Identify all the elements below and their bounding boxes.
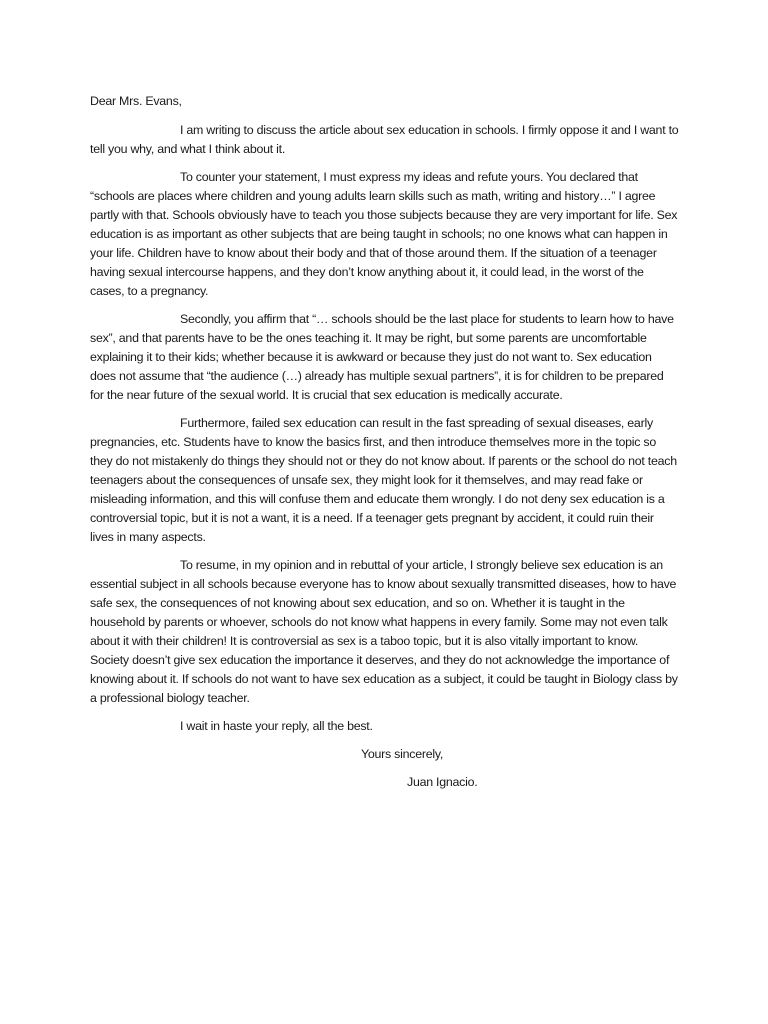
paragraph-furthermore: Furthermore, failed sex education can result in the fast spreading of sexual diseases, early pregnancies, etc. Students have to know the basics first, and then introduce themselves more in the topic so they do not mistakenly do things they should not or they do not know about. If parents or the school do not teach teenagers about the consequences of unsafe sex, they might look for it themselves, and may read fake or misleading information, and this will confuse them and educate them wrongly. I do not deny sex education is a controversial topic, but it is not a want, it is a need. If a teenager gets pregnant by accident, it could ruin their lives in many aspects. (90, 416, 677, 544)
signature: Juan Ignacio. (407, 775, 478, 789)
paragraph-conclusion: To resume, in my opinion and in rebuttal of your article, I strongly believe sex education is an essential subject in all schools because everyone has to know about sexually transmitted diseases, how to have safe sex, the consequences of not knowing about sex education, and so on. Whether it is taught in the household by parents or whoever, schools do not know what happens in every family. Some may not even talk about it with their children! It is controversial as sex is a taboo topic, but it is also vitally important to know. Society doesn’t give sex education the importance it deserves, and they do not acknowledge the importance of knowing about it. If schools do not want to have sex education as a subject, it could be taught in Biology class by a professional biology teacher. (90, 558, 678, 705)
paragraph-counter: To counter your statement, I must express my ideas and refute yours. You declared that “schools are places where children and young adults learn skills such as math, writing and history…” I agree partly with that. Schools obviously have to teach you those subjects because they are very important for life. Sex education is as important as other subjects that are being taught in schools; no one knows what can happen in your life. Children have to know about their body and that of those around them. If the situation of a teenager having sexual intercourse happens, and they don’t know anything about it, it could lead, in the worst of the cases, to a pregnancy. (90, 170, 678, 298)
final-line: I wait in haste your reply, all the best. (180, 719, 373, 733)
salutation: Dear Mrs. Evans, (90, 94, 182, 108)
paragraph-intro: I am writing to discuss the article about sex education in schools. I firmly oppose it and I want to tell you why, and what I think about it. (90, 123, 679, 156)
paragraph-secondly: Secondly, you affirm that “… schools should be the last place for students to learn how to have sex”, and that parents have to be the ones teaching it. It may be right, but some parents are uncomfortable explaining it to their kids; whether because it is awkward or because they just do not want to. Sex education does not assume that “the audience (…) already has multiple sexual partners”, it is for children to be prepared for the near future of the sexual world. It is crucial that sex education is medically accurate. (90, 312, 674, 402)
letter-body (90, 92, 680, 792)
closing: Yours sincerely, (361, 747, 444, 761)
